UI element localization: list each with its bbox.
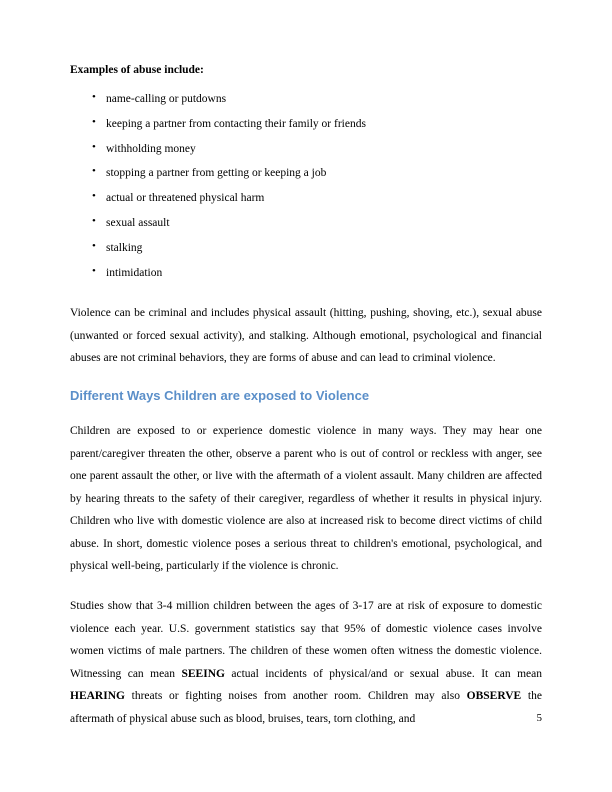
emphasis-hearing: HEARING: [70, 690, 125, 703]
list-item: • intimidation: [70, 266, 542, 280]
paragraph-violence: Violence can be criminal and includes physical assault (hitting, pushing, shoving, etc.), sexual abuse (unwanted or forced sexual activity), and stalking. Although emotional, psychological and financial abuses are not criminal behaviors, they are forms of abuse and can lead to criminal violence.: [70, 307, 542, 365]
abuse-examples-list: [70, 92, 542, 281]
paragraph-children-exposure: Children are exposed to or experience domestic violence in many ways. They may hear one parent/caregiver threaten the other, observe a parent who is out of control or reckless with anger, see one parent assault the other, or live with the aftermath of a violent assault. Many children are affected by hearing threats to the safety of their caregiver, regardless of whether it results in physical injury. Children who live with domestic violence are also at increased risk to become direct victims of child abuse. In short, domestic violence poses a serious threat to children's emotional, psychological, and physical well-being, particularly if the violence is chronic.: [70, 425, 542, 572]
list-item: • name-calling or putdowns: [70, 92, 542, 106]
emphasis-observe: OBSERVE: [466, 690, 522, 703]
page-number: 5: [536, 712, 542, 724]
section-heading-children-exposed: Different Ways Children are exposed to Violence: [70, 387, 370, 403]
list-item: • keeping a partner from contacting their family or friends: [70, 117, 542, 131]
page-content: [70, 64, 542, 748]
examples-heading: Examples of abuse include:: [70, 64, 204, 76]
studies-text-part4: the aftermath of physical abuse such as blood, bruises, tears, torn clothing, and: [70, 690, 542, 725]
list-item: • stopping a partner from getting or keeping a job: [70, 166, 542, 180]
list-item: • stalking: [70, 241, 542, 255]
paragraph-studies: [70, 595, 542, 730]
studies-text-part2: actual incidents of physical/and or sexual abuse. It can mean: [224, 667, 542, 680]
list-item: • actual or threatened physical harm: [70, 191, 542, 205]
studies-text-part3: threats or fighting noises from another room. Children may also: [124, 690, 467, 703]
emphasis-seeing: SEEING: [181, 667, 225, 680]
list-item: • withholding money: [70, 142, 542, 156]
studies-text-part1: Studies show that 3-4 million children between the ages of 3-17 are at risk of exposure to domestic violence each year. U.S. government statistics say that 95% of domestic violence cases involve women victims of male partners. The children of these women often witness the domestic violence. Witnessing can mean: [70, 600, 542, 680]
list-item: • sexual assault: [70, 216, 542, 230]
